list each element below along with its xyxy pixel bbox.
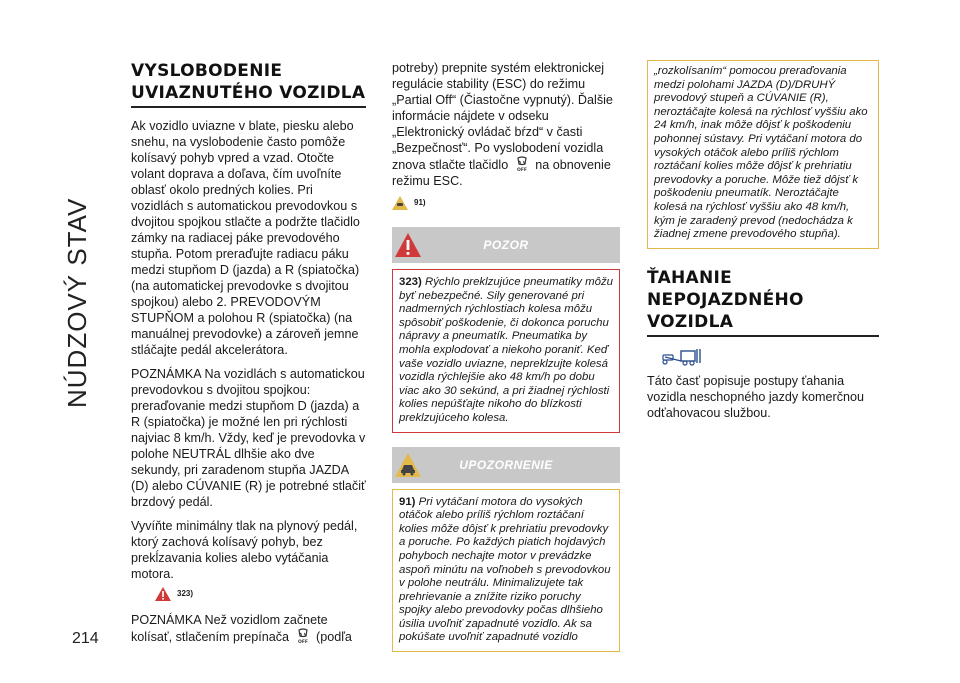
paragraph: Ak vozidlo uviazne v blate, piesku alebo snehu, na vyslobodenie často pomôže kolísavý pohyb vpred a vzad. Otočte volant doprava a doľava, čím uvoľníte oblasť okolo predných kolies. Pri vozidlách s automatickou prevodovkou s dvojitou spojkou stlačte a podržte tlačidlo zámky na radiacej páke prevodového stupňa. Potom preraďujte radiacu páku medzi stupňom D (jazda) a R (spiatočka) (na automatickej prevodovke s dvojitou spojkou) alebo 2. PREVODOVÝM STUPŇOM a polohou R (spiatočka) (na manuálnej prevodovke) a zároveň jemne stláčajte pedál akcelerátora. xyxy=(131,119,360,357)
column-2 xyxy=(392,60,620,652)
esc-off-icon xyxy=(296,628,310,644)
paragraph-end: na obnovenie režimu ESC. xyxy=(392,158,611,188)
paragraph: POZNÁMKA Na vozidlách s automatickou prevodovkou s dvojitou spojkou: preraďovanie medzi stupňom D (jazda) a R (spiatočka) je možné len pri rýchlosti najviac 8 km/h. Vždy, keď je prevodovka v polohe NEUTRÁL dlhšie ako dve sekundy, pri zaradenom stupňa JAZDA (D) alebo CÚVANIE (R) je potrebné stlačiť brzdový pedál. xyxy=(131,367,366,509)
warning-number: 323) xyxy=(399,276,422,288)
reference-number: 323) xyxy=(177,589,194,598)
notice-title: UPOZORNENIE xyxy=(459,457,553,472)
tow-truck-icon xyxy=(661,347,703,367)
warning-title: POZOR xyxy=(483,238,529,252)
notice-box-header xyxy=(392,447,620,483)
column-1 xyxy=(131,60,366,653)
column-3 xyxy=(647,60,879,429)
svg-text:OFF: OFF xyxy=(516,168,527,172)
notice-reference xyxy=(392,195,620,211)
paragraph: Táto časť popisuje postupy ťahania vozidla neschopného jazdy komerčnou odťahovacou službou. xyxy=(647,373,865,420)
paragraph-end: (podľa xyxy=(316,630,352,644)
notice-text: Pri vytáčaní motora do vysokých otáčok alebo príliš rýchlom roztáčaní kolies môže dôjsť k prehriatiu prevodovky a poruche. Po každých piatich hojdavých pohyboch nechajte motor v prevádzke aspoň minútu na voľnobeh s prevodovkou v polohe neutrálu. Minimalizujete tak prehrievanie a znížite riziko poruchy spojky alebo prevodovky počas dlhšieho úsilia uvoľniť zapadnuté vozidlo. Ak sa pokúšate uvoľniť zapadnuté vozidlo xyxy=(399,495,611,644)
paragraph xyxy=(131,612,366,645)
paragraph xyxy=(392,60,620,189)
warning-box-header xyxy=(392,227,620,263)
car-notice-icon xyxy=(394,451,422,479)
warning-triangle-icon xyxy=(155,587,171,601)
paragraph: Vyvíňte minimálny tlak na plynový pedál, ktorý zachová kolísavý pohyb, bez prekĺzavania kolies alebo vytáčania motora. xyxy=(131,519,358,581)
notice-box xyxy=(392,489,620,653)
paragraph-start: potreby) prepnite systém elektronickej regulácie stability (ESC) do režimu „Partial Off“ (Čiastočne vypnutý). Ďalšie informácie nájdete v odseku „Elektronický ovládač bŕzd“ v časti „Bezpečnosť“. Po vyslobodení vozidla znova stlačte tlačidlo xyxy=(392,61,613,172)
warning-reference xyxy=(155,586,366,602)
page-number: 214 xyxy=(72,630,99,647)
warning-box xyxy=(392,269,620,433)
section-heading-unstuck: VYSLOBODENIE UVIAZNUTÉHO VOZIDLA xyxy=(131,60,366,108)
paragraph-start: POZNÁMKA Než vozidlom začnete kolísať, stlačením prepínača xyxy=(131,613,328,644)
chapter-title: NÚDZOVÝ STAV xyxy=(62,197,92,408)
reference-number: 91) xyxy=(414,198,426,207)
section-heading-towing: ŤAHANIE NEPOJAZDNÉHO VOZIDLA xyxy=(647,267,879,337)
car-notice-icon xyxy=(392,196,408,210)
svg-text:OFF: OFF xyxy=(297,640,308,644)
notice-box-continued: „rozkolísaním“ pomocou preraďovania medzi polohami JAZDA (D)/DRUHÝ prevodový stupeň a CÚVANIE (R), neroztáčajte kolesá na rýchlosť vyššiu ako 24 km/h, inak môže dôjsť k poškodeniu pohonnej sústavy. Pri vytáčaní motora do vysokých otáčok alebo príliš rýchlom roztáčaní kolies môže dôjsť k prehriatiu prevodovky a poruche. Môže tiež dôjsť k poškodeniu pneumatík. Neroztáčajte kolesá na rýchlosť vyššiu ako 48 km/h, kým je zaradený prevod (nedochádza k žiadnej zmene prevodového stupňa). xyxy=(647,60,879,249)
warning-triangle-icon xyxy=(394,231,422,259)
notice-number: 91) xyxy=(399,495,416,508)
warning-text: Rýchlo preklzujúce pneumatiky môžu byť nebezpečné. Sily generované pri nadmerných rýchlostiach kolesa môžu spôsobiť poškodenie, či dokonca poruchu nápravy a pneumatík. Pneumatika by mohla explodovať a niekoho poraniť. Keď vaše vozidlo uviazne, nepreklzujte kolesá vozidla rýchlejšie ako 48 km/h po dobu viac ako 30 sekúnd, a pri žiadnej rýchlosti kolies nepúšťajte nikoho do blízkosti preklzujúceho kolesa. xyxy=(399,276,614,424)
esc-off-icon xyxy=(515,156,529,172)
